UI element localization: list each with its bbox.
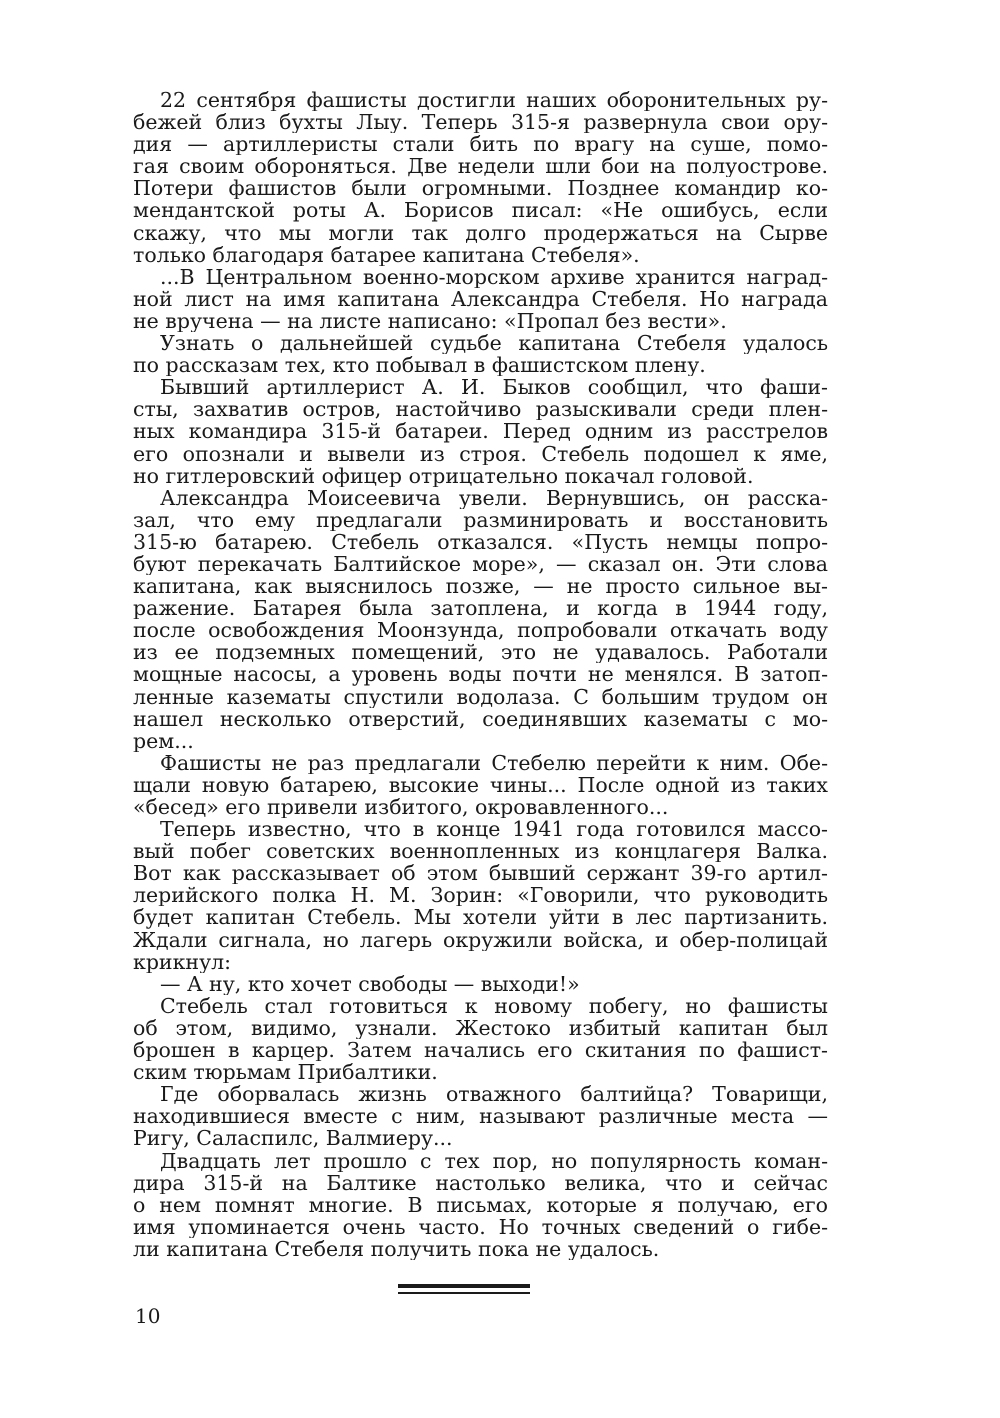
text-line: 22 сентября фашисты достигли наших оборонительных ру- [160,89,828,112]
paragraph [133,752,828,818]
text-line: крикнул: [133,950,232,973]
text-line: скажу, что мы могли так долго продержаться на Сырве [133,221,828,244]
text-line: брошен в карцер. Затем начались его скитания по фашист- [133,1039,828,1062]
text-line: мощные насосы, а уровень воды почти не менялся. В затоп- [133,663,828,686]
paragraph [133,1150,828,1260]
text-line: из ее подземных помещений, это не удавалось. Работали [133,641,828,664]
text-column [133,89,828,1260]
text-line: Ригу, Саласпилс, Валмиеру... [133,1127,453,1150]
text-line: ...В Центральном военно-морском архиве хранится наград- [160,265,828,288]
text-line: Где оборвалась жизнь отважного балтийца? Товарищи, [160,1083,828,1106]
text-line: Стебель стал готовиться к новому побегу, но фашисты [160,994,828,1017]
paragraph [133,1083,828,1149]
text-line: об этом, видимо, узнали. Жестоко избитый капитан был [133,1016,828,1040]
text-line: дира 315-й на Балтике настолько велика, что и сейчас [133,1171,828,1194]
text-line: вый побег советских военнопленных из концлагеря Валка. [133,840,828,863]
text-line: находившиеся вместе с ним, называют различные места — [133,1105,828,1128]
text-line: 315-ю батарею. Стебель отказался. «Пусть немцы попро- [133,530,828,553]
text-line: капитана, как выяснилось позже, — не просто сильное вы- [133,575,828,598]
text-line: после освобождения Моонзунда, попробовали откачать воду [133,619,828,642]
paragraph [133,376,828,486]
text-line: ной лист на имя капитана Александра Стебеля. Но награда [133,287,828,310]
text-line: по рассказам тех, кто побывал в фашистском плену. [133,354,706,377]
text-line: зал, что ему предлагали разминировать и восстановить [133,508,828,531]
page-number: 10 [135,1304,161,1328]
text-line: сты, захватив остров, настойчиво разыскивали среди плен- [133,398,828,421]
paragraph [133,332,828,376]
text-line: имя упоминается очень часто. Но точных сведений о гибе- [133,1215,828,1238]
text-line: рем... [133,729,194,752]
text-line: Узнать о дальнейшей судьбе капитана Стебеля удалось [160,332,828,355]
text-line: Двадцать лет прошло с тех пор, но популярность коман- [160,1149,828,1172]
text-line: дия — артиллеристы стали бить по врагу на суше, помо- [133,133,828,156]
text-line: «бесед» его привели избитого, окровавленного... [133,796,669,819]
text-line: ных командира 315-й батареи. Перед одним из расстрелов [133,420,828,443]
text-line: — А ну, кто хочет свободы — выходи!» [160,972,580,995]
text-line: Теперь известно, что в конце 1941 года готовился массо- [160,818,828,841]
text-line: ли капитана Стебеля получить пока не удалось. [133,1237,660,1260]
text-line: но гитлеровский офицер отрицательно покачал головой. [133,464,754,487]
text-line: ским тюрьмам Прибалтики. [133,1061,438,1084]
end-rule-thick-bar [398,1284,530,1288]
text-line: Бывший артиллерист А. И. Быков сообщил, что фаши- [160,376,828,399]
section-end-rule [398,1284,530,1296]
text-line: ражение. Батарея была затоплена, и когда в 1944 году, [133,597,828,620]
text-line: бежей близ бухты Лыу. Теперь 315-я развернула свои ору- [133,111,828,134]
text-line: Фашисты не раз предлагали Стебелю перейти к ним. Обе- [160,751,828,774]
text-line: ленные казематы спустили водолаза. С большим трудом он [133,685,828,708]
paragraph [133,89,828,266]
text-line: буют перекачать Балтийское море», — сказал он. Эти слова [133,552,828,576]
text-line: его опознали и вывели из строя. Стебель подошел к яме, [133,442,828,465]
text-line: Александра Моисеевича увели. Вернувшись, он расска- [160,486,828,509]
paragraph [133,973,828,995]
text-line: нашел несколько отверстий, соединявших казематы с мо- [133,707,828,730]
paragraph [133,266,828,332]
end-rule-thin-bar [398,1292,530,1294]
text-line: о нем помнят многие. В письмах, которые я получаю, его [133,1193,828,1216]
text-line: Вот как рассказывает об этом бывший сержант 39-го артил- [133,862,828,885]
text-line: Потери фашистов были огромными. Позднее командир ко- [133,177,828,200]
text-line: мендантской роты А. Борисов писал: «Не ошибусь, если [133,199,828,222]
text-line: лерийского полка Н. М. Зорин: «Говорили, что руководить [133,884,828,907]
text-line: щали новую батарею, высокие чины... После одной из таких [133,773,828,796]
text-line: будет капитан Стебель. Мы хотели уйти в лес партизанить. [133,906,828,929]
text-line: не вручена — на листе написано: «Пропал без вести». [133,309,727,333]
text-line: Ждали сигнала, но лагерь окружили войска, и обер-полицай [133,928,828,951]
text-line: только благодаря батарее капитана Стебеля». [133,243,640,266]
paragraph [133,818,828,973]
paragraph [133,487,828,752]
paragraph [133,995,828,1083]
text-line: гая своим обороняться. Две недели шли бои на полуострове. [133,155,828,178]
